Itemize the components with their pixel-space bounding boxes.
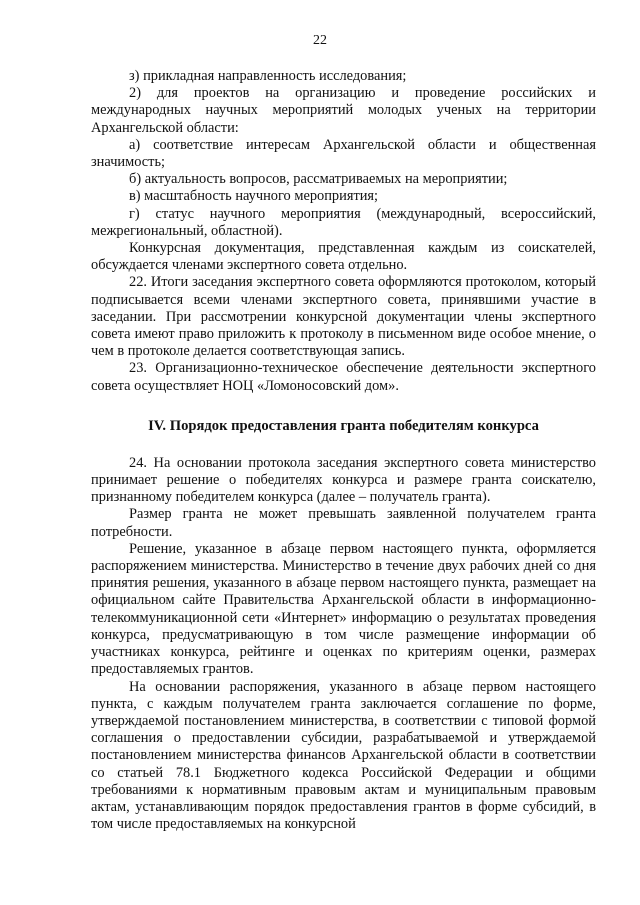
- paragraph-agreement: На основании распоряжения, указанного в абзаце первом настоящего пункта, с каждым получателем гранта заключается соглашение по форме, утверждаемой постановлением министерства, в соответствии с типовой формой соглашения о предоставлении субсидии, разрабатываемой и утверждаемой постановлением министерства финансов Архангельской области в соответствии со статьей 78.1 Бюджетного кодекса Российской Федерации и общими требованиями к нормативным правовым актам и муниципальным правовым актам, устанавливающим порядок предоставления грантов в форме субсидий, в том числе предоставляемых на конкурсной: [91, 678, 596, 833]
- criteria-events-intro: 2) для проектов на организацию и проведение российских и международных научных мероприятий молодых ученых на территории Архангельской области:: [91, 85, 596, 136]
- paragraph-23-support: 23. Организационно-техническое обеспечение деятельности экспертного совета осуществляет НОЦ «Ломоносовский дом».: [91, 360, 596, 394]
- paragraph-24-decision: 24. На основании протокола заседания экспертного совета министерство принимает решение о победителях конкурса и размере гранта соискателю, признанному победителем конкурса (далее – получатель гранта).: [91, 454, 596, 506]
- document-body: [91, 68, 596, 833]
- criterion-z-applied-focus: з) прикладная направленность исследования;: [129, 68, 407, 84]
- criterion-v-scale: в) масштабность научного мероприятия;: [129, 188, 379, 205]
- section-heading: IV. Порядок предоставления гранта победителям конкурса: [148, 417, 539, 434]
- criterion-g-status: г) статус научного мероприятия (международный, всероссийский, межрегиональный, областной).: [91, 205, 596, 239]
- criterion-b-relevance: б) актуальность вопросов, рассматриваемых на мероприятии;: [129, 171, 508, 188]
- paragraph-22-protocol: 22. Итоги заседания экспертного совета оформляются протоколом, который подписывается всеми членами экспертного совета, принявшими участие в заседании. При рассмотрении конкурсной документации члены экспертного совета имеют право приложить к протоколу в письменном виде особое мнение, о чем в протоколе делается соответствующая запись.: [91, 274, 596, 360]
- paragraph-grant-size: Размер гранта не может превышать заявленной получателем гранта потребности.: [91, 506, 596, 540]
- page-number: 22: [313, 33, 327, 48]
- paragraph-decision-publication: Решение, указанное в абзаце первом настоящего пункта, оформляется распоряжением министерства. Министерство в течение двух рабочих дней со дня принятия решения, указанного в абзаце первом настоящего пункта, размещает на официальном сайте Правительства Архангельской области в информационно-телекоммуникационной сети «Интернет» информацию о результатах проведения конкурса, предусматривающую в том числе размещение информации об участниках конкурса, рейтинге и оценках по критериям оценки, размерах предоставляемых грантов.: [91, 540, 596, 678]
- paragraph-documentation-discussion: Конкурсная документация, представленная каждым из соискателей, обсуждается членами экспертного совета отдельно.: [91, 240, 596, 274]
- criterion-a-regional-interest: а) соответствие интересам Архангельской области и общественная значимость;: [91, 136, 596, 171]
